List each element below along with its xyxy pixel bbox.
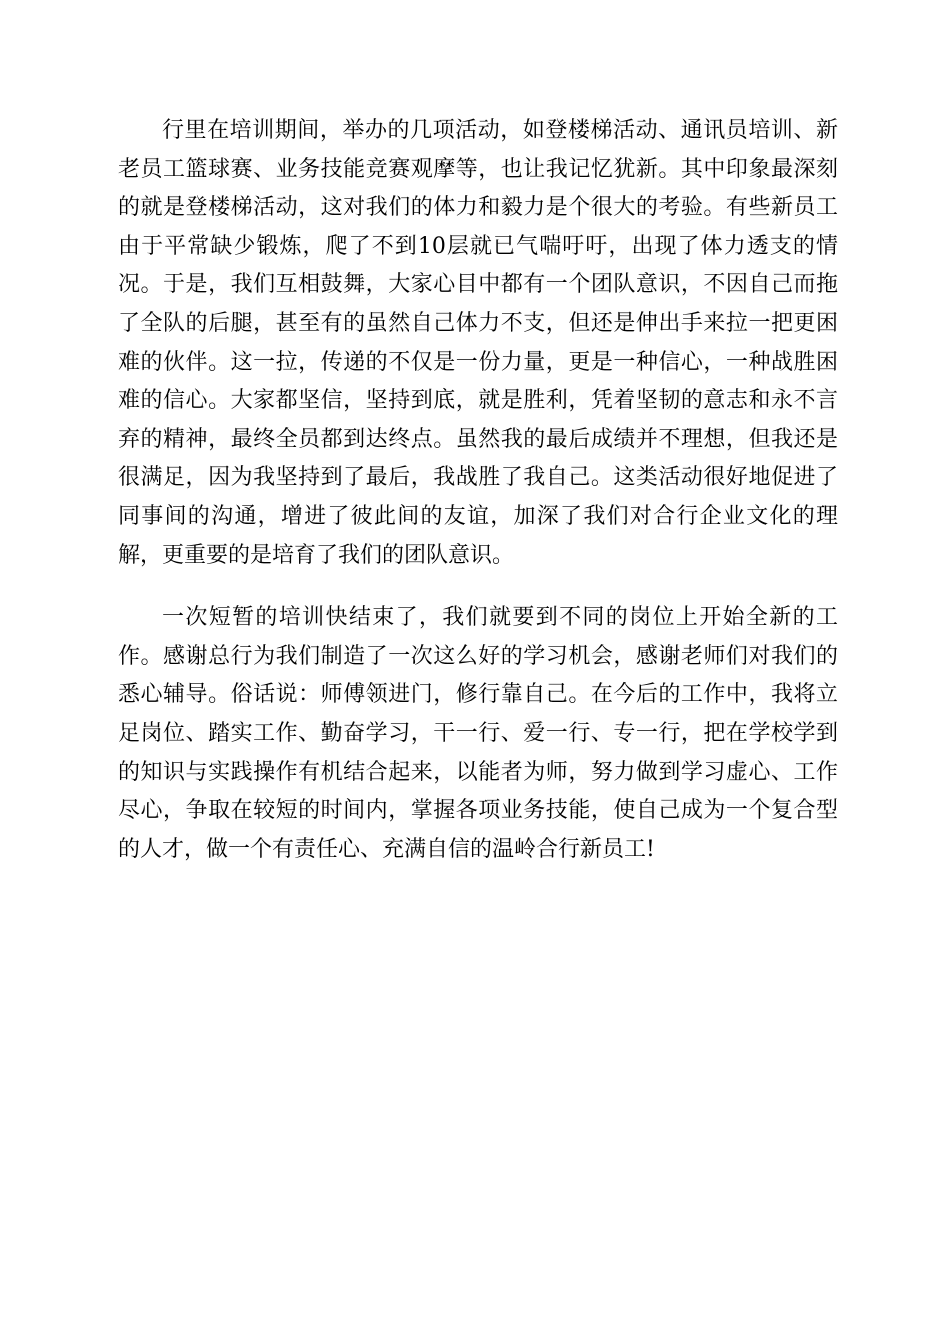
paragraph-conclusion: 一次短暂的培训快结束了，我们就要到不同的岗位上开始全新的工作。感谢总行为我们制造了一次这么好的学习机会，感谢老师们对我们的悉心辅导。俗话说：师傅领进门，修行靠自己。在今后的工作中，我将立足岗位、踏实工作、勤奋学习，干一行、爱一行、专一行，把在学校学到的知识与实践操作有机结合起来，以能者为师，努力做到学习虚心、工作尽心，争取在较短的时间内，掌握各项业务技能，使自己成为一个复合型的人才，做一个有责任心、充满自信的温岭合行新员工!: [118, 605, 838, 862]
paragraph-activities: 行里在培训期间，举办的几项活动，如登楼梯活动、通讯员培训、新老员工篮球赛、业务技能竞赛观摩等，也让我记忆犹新。其中印象最深刻的就是登楼梯活动，这对我们的体力和毅力是个很大的考验。有些新员工由于平常缺少锻炼，爬了不到10层就已气喘吁吁，出现了体力透支的情况。于是，我们互相鼓舞，大家心目中都有一个团队意识，不因自己而拖了全队的后腿，甚至有的虽然自己体力不支，但还是伸出手来拉一把更困难的伙伴。这一拉，传递的不仅是一份力量，更是一种信心，一种战胜困难的信心。大家都坚信，坚持到底，就是胜利，凭着坚韧的意志和永不言弃的精神，最终全员都到达终点。虽然我的最后成绩并不理想，但我还是很满足，因为我坚持到了最后，我战胜了我自己。这类活动很好地促进了同事间的沟通，增进了彼此间的友谊，加深了我们对合行企业文化的理解，更重要的是培育了我们的团队意识。: [118, 118, 838, 568]
document-body: [118, 112, 838, 869]
